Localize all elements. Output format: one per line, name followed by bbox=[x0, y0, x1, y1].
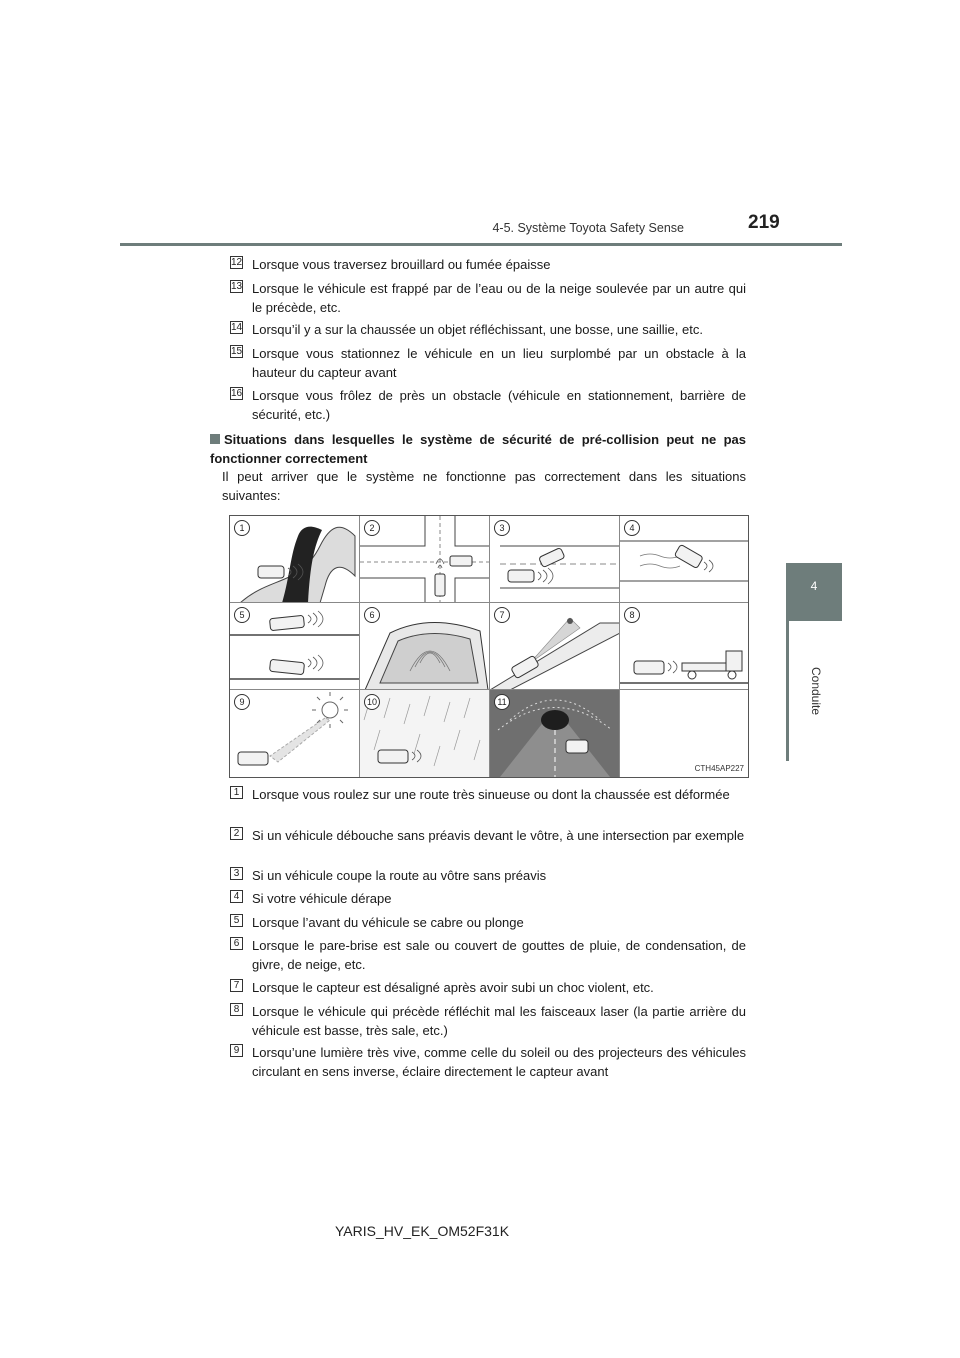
item-number: 5 bbox=[230, 914, 243, 927]
cell-number: 10 bbox=[364, 694, 380, 710]
figure-cell-8 bbox=[620, 603, 749, 690]
figure-cell-10 bbox=[360, 690, 490, 777]
square-bullet-icon bbox=[210, 434, 220, 444]
item-text: Lorsque vous stationnez le véhicule en un lieu surplombé par un obstacle à la hauteur du capteur avant bbox=[252, 346, 746, 380]
figure-cell-2 bbox=[360, 516, 490, 603]
header-divider bbox=[120, 243, 842, 246]
cell-number: 4 bbox=[624, 520, 640, 536]
cell-number: 1 bbox=[234, 520, 250, 536]
item-number: 8 bbox=[230, 1003, 243, 1016]
section-heading bbox=[210, 430, 746, 468]
figure-cell-11 bbox=[490, 690, 620, 777]
item-number: 15 bbox=[231, 346, 243, 357]
item-text: Si un véhicule débouche sans préavis devant le vôtre, à une intersection par exemple bbox=[252, 828, 745, 843]
item-text: Lorsque le pare-brise est sale ou couvert de gouttes de pluie, de condensation, de givre, de neige, etc. bbox=[252, 938, 746, 972]
cell-number: 6 bbox=[364, 607, 380, 623]
figure-cell-5 bbox=[230, 603, 360, 690]
item-text: Lorsque le véhicule qui précède réfléchit mal les faisceaux laser (la partie arrière du véhicule est basse, très sale, etc.) bbox=[252, 1004, 746, 1038]
item-number: 13 bbox=[231, 281, 243, 292]
list-item bbox=[230, 826, 746, 845]
cell-number: 7 bbox=[494, 607, 510, 623]
document-code: YARIS_HV_EK_OM52F31K bbox=[335, 1223, 510, 1239]
cell-number: 8 bbox=[624, 607, 640, 623]
figure-cell-4 bbox=[620, 516, 749, 603]
chapter-label-tab bbox=[786, 621, 842, 761]
list-item bbox=[230, 785, 746, 804]
list-item bbox=[230, 255, 746, 274]
section-intro: Il peut arriver que le système ne fonctionne pas correctement dans les situations suivantes: bbox=[222, 469, 746, 503]
list-item bbox=[230, 889, 746, 908]
list-item bbox=[230, 344, 746, 382]
item-number: 14 bbox=[231, 322, 243, 333]
item-text: Si votre véhicule dérape bbox=[252, 891, 392, 906]
item-text: Lorsque le véhicule est frappé par de l’eau ou de la neige soulevée par un autre qui le précède, etc. bbox=[252, 281, 746, 315]
list-item bbox=[230, 1043, 746, 1081]
item-number: 9 bbox=[230, 1044, 243, 1057]
item-text: Lorsque vous roulez sur une route très sinueuse ou dont la chaussée est déformée bbox=[252, 787, 730, 802]
item-number: 6 bbox=[230, 937, 243, 950]
list-item bbox=[230, 279, 746, 317]
chapter-tab[interactable] bbox=[786, 563, 842, 621]
list-item bbox=[230, 913, 746, 932]
cell-number: 11 bbox=[494, 694, 510, 710]
figure-cell-9 bbox=[230, 690, 360, 777]
list-item bbox=[230, 320, 746, 339]
list-item bbox=[230, 386, 746, 424]
item-number: 12 bbox=[231, 257, 243, 268]
figure-code: CTH45AP227 bbox=[694, 764, 744, 773]
figure-cell-3 bbox=[490, 516, 620, 603]
section-heading-text: Situations dans lesquelles le système de sécurité de pré-collision peut ne pas fonctionner correctement bbox=[210, 432, 746, 466]
figure-cell-7 bbox=[490, 603, 620, 690]
item-text: Lorsque l’avant du véhicule se cabre ou plonge bbox=[252, 915, 524, 930]
cell-number: 3 bbox=[494, 520, 510, 536]
chapter-tab-number: 4 bbox=[810, 579, 818, 593]
list-item bbox=[230, 866, 746, 885]
list-item bbox=[230, 936, 746, 974]
figure-cell-6 bbox=[360, 603, 490, 690]
page-number: 219 bbox=[748, 212, 780, 233]
figure-cell-1 bbox=[230, 516, 360, 603]
item-text: Lorsque vous frôlez de près un obstacle (véhicule en stationnement, barrière de sécurité, etc.) bbox=[252, 388, 746, 422]
item-text: Lorsque vous traversez brouillard ou fumée épaisse bbox=[252, 257, 551, 272]
situations-figure bbox=[229, 515, 749, 778]
item-number: 3 bbox=[230, 867, 243, 880]
item-text: Si un véhicule coupe la route au vôtre sans préavis bbox=[252, 868, 547, 883]
item-text: Lorsqu’il y a sur la chaussée un objet réfléchissant, une bosse, une saillie, etc. bbox=[252, 322, 703, 337]
chapter-tab-label: Conduite bbox=[808, 666, 823, 716]
item-text: Lorsqu’une lumière très vive, comme celle du soleil ou des projecteurs des véhicules circulant en sens inverse, éclaire directement le capteur avant bbox=[252, 1045, 746, 1079]
cell-number: 9 bbox=[234, 694, 250, 710]
item-number: 16 bbox=[231, 388, 243, 399]
cell-number: 2 bbox=[364, 520, 380, 536]
cell-number: 5 bbox=[234, 607, 250, 623]
section-title: 4-5. Système Toyota Safety Sense bbox=[492, 221, 684, 235]
item-text: Lorsque le capteur est désaligné après avoir subi un choc violent, etc. bbox=[252, 980, 654, 995]
item-number: 4 bbox=[230, 890, 243, 903]
item-number: 7 bbox=[230, 979, 243, 992]
item-number: 1 bbox=[230, 786, 243, 799]
item-number: 2 bbox=[230, 827, 243, 840]
list-item bbox=[230, 978, 746, 997]
list-item bbox=[230, 1002, 746, 1040]
